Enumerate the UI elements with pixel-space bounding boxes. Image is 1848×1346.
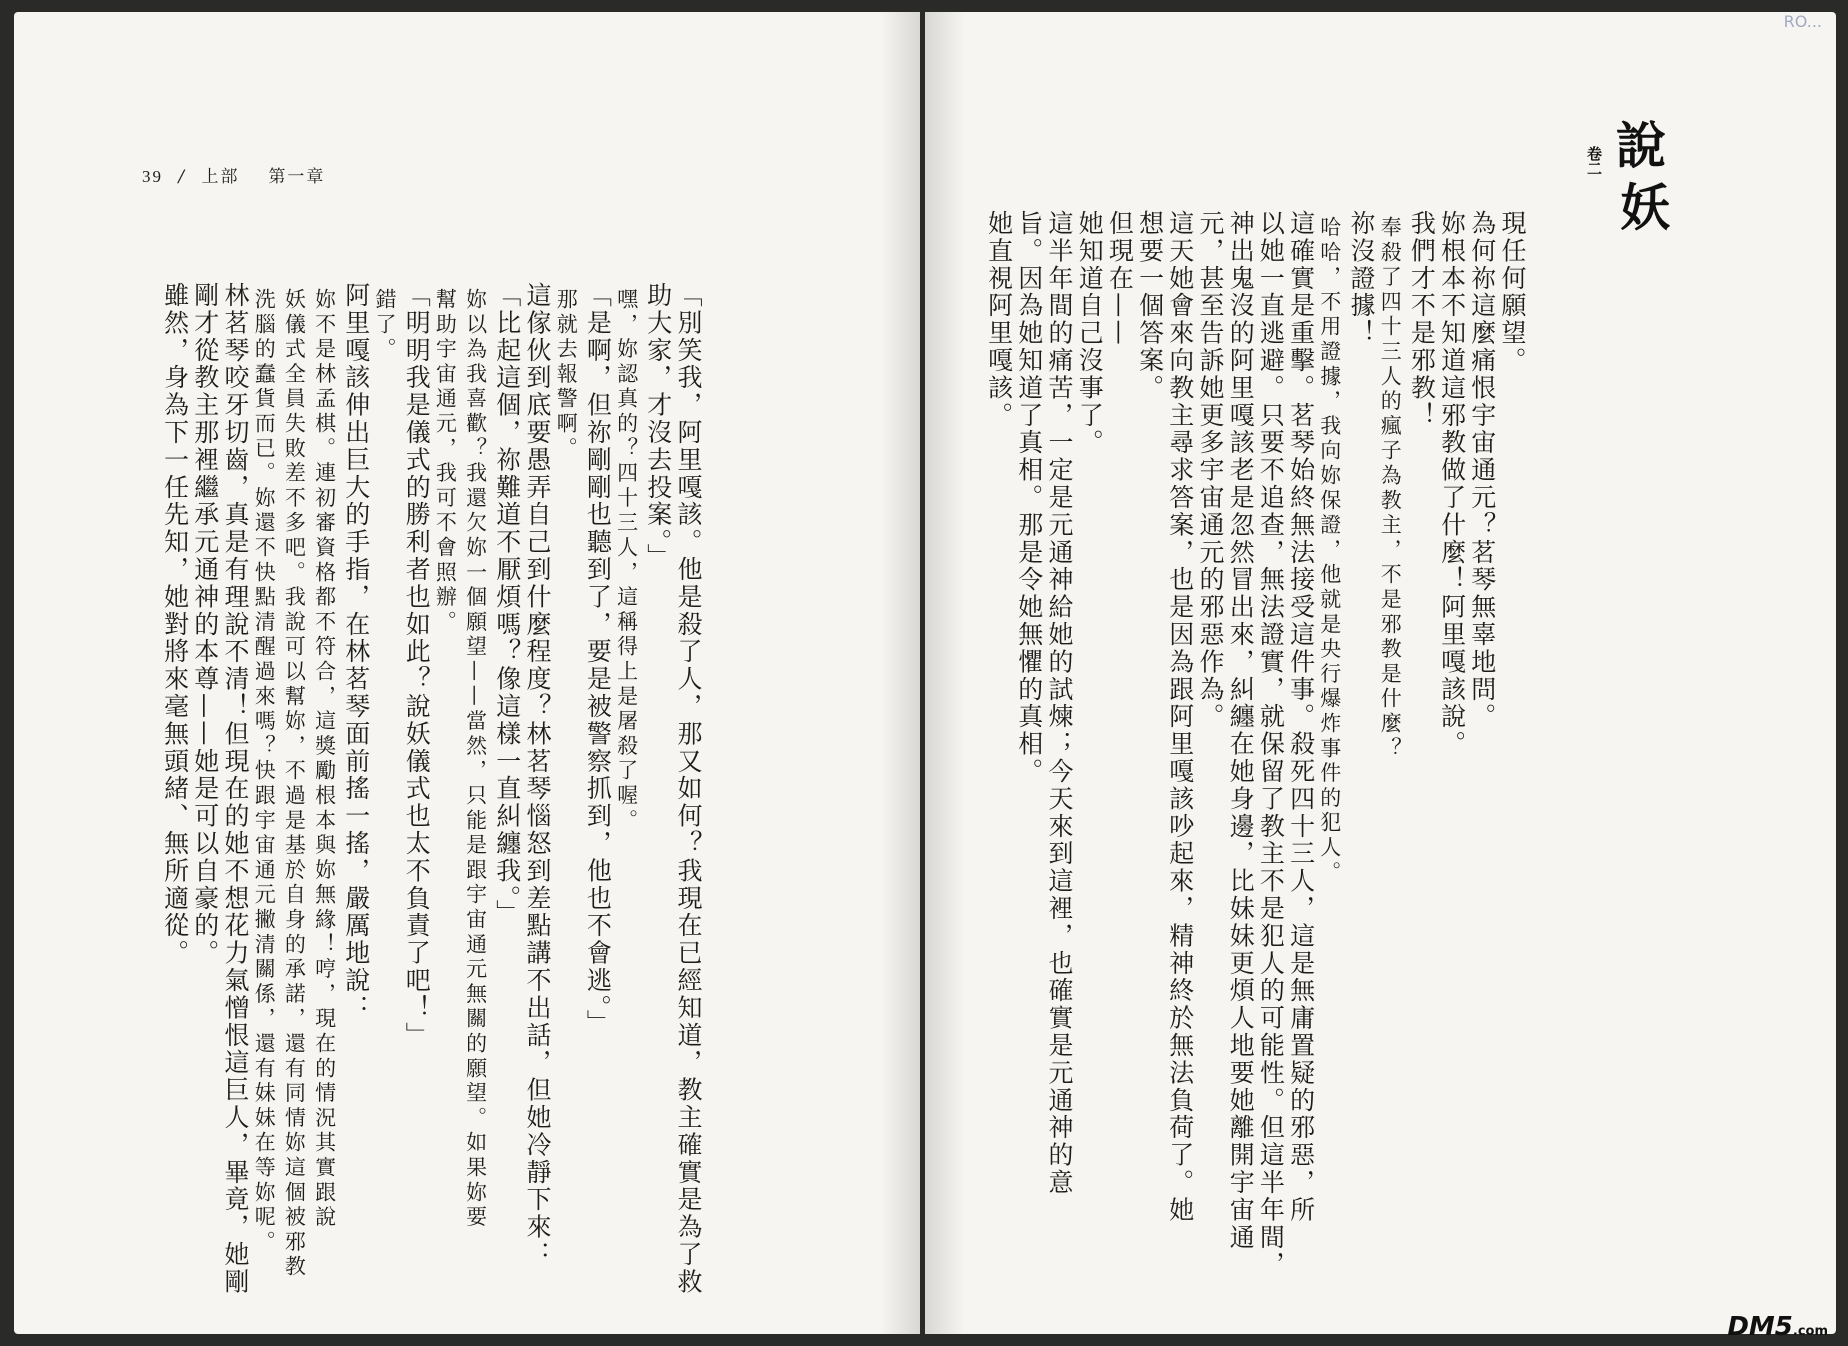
- header-chapter: 第一章: [268, 167, 326, 187]
- watermark-brand: DM5: [1727, 1312, 1793, 1342]
- bleed-through-text: RO...: [1783, 12, 1822, 31]
- text-column: 這傢伙到底要愚弄自己到什麼程度？林茗琴惱怒到差點講不出話，但她冷靜下來：: [523, 282, 552, 1269]
- text-column: 「別笑我，阿里嘎該。他是殺了人，那又如何？我現在已經知道，教主確實是為了救: [674, 282, 703, 1296]
- text-column: 我們才不是邪教！: [1407, 210, 1437, 430]
- text-column: 她直視阿里嘎該。: [984, 210, 1014, 430]
- text-column: 剛才從教主那裡繼承元通神的本尊——她是可以自豪的。: [190, 282, 220, 967]
- gutter-shadow: [925, 12, 965, 1334]
- text-column: 為何祢這麼痛恨宇宙通元？茗琴無辜地問。: [1467, 210, 1497, 731]
- seal-volume: 卷二: [1585, 146, 1603, 176]
- text-column: 妖儀式全員失敗差不多吧。我說可以幫妳，不過是基於自身的承諾，還有同情妳這個被邪教: [282, 288, 307, 1280]
- running-header: [142, 162, 325, 187]
- text-column: 元，甚至告訴她更多宇宙通元的邪惡作為。: [1196, 210, 1225, 731]
- text-column: 哈哈，不用證據，我向妳保證，他就是央行爆炸事件的犯人。: [1317, 216, 1342, 886]
- left-page: [14, 12, 920, 1334]
- text-column: 想要一個答案。: [1135, 210, 1165, 402]
- text-column: 這天她會來向教主尋求答案，也是因為跟阿里嘎該吵起來，精神終於無法負荷了。她: [1165, 210, 1195, 1224]
- seal-character-1: 說: [1616, 116, 1666, 175]
- text-column: 以她一直逃避。只要不追查，無法證實，就保留了教主不是犯人的可能性。但這半年間，: [1256, 210, 1286, 1279]
- right-page: [925, 12, 1836, 1334]
- text-column: 現任何願望。: [1498, 210, 1527, 375]
- site-watermark: [1727, 1312, 1828, 1342]
- text-column: 祢沒證據！: [1347, 210, 1376, 347]
- text-column: 神出鬼沒的阿里嘎該老是忽然冒出來，糾纏在她身邊，比妹妹更煩人地要她離開宇宙通: [1226, 210, 1256, 1252]
- text-column: 洗腦的蠢貨而已。妳還不快點清醒過來嗎？快跟宇宙通元撇清關係，還有妹妹在等妳呢。: [252, 288, 277, 1256]
- text-column: 但現在——: [1105, 210, 1135, 347]
- text-column: 這確實是重擊。茗琴始終無法接受這件事。殺死四十三人，這是無庸置疑的邪惡，所: [1286, 210, 1316, 1224]
- text-column: 雖然，身為下一任先知，她對將來毫無頭緒、無所適從。: [160, 282, 190, 967]
- header-separator: /: [178, 167, 187, 187]
- text-column: 她知道自己沒事了。: [1075, 210, 1105, 457]
- chapter-seal-logo: [1576, 106, 1696, 246]
- text-column: 旨。因為她知道了真相。那是令她無懼的真相。: [1014, 210, 1044, 786]
- text-column: 「比起這個，祢難道不厭煩嗎？像這樣一直糾纏我。」: [492, 282, 522, 928]
- seal-character-2: 妖: [1620, 178, 1670, 237]
- text-column: 幫助宇宙通元，我可不會照辦。: [433, 288, 458, 636]
- text-column: 「明明我是儀式的勝利者也如此？說妖儀式也太不負責了吧！」: [402, 282, 432, 1050]
- text-column: 奉殺了四十三人的瘋子為教主，不是邪教是什麼？: [1378, 216, 1403, 762]
- text-column: 妳根本不知道這邪教做了什麼！阿里嘎該說。: [1437, 210, 1467, 758]
- text-column: 阿里嘎該伸出巨大的手指，在林茗琴面前搖一搖，嚴厲地說：: [341, 282, 371, 1022]
- gutter-shadow: [880, 12, 920, 1334]
- text-column: 林茗琴咬牙切齒，真是有理說不清！但現在的她不想花力氣憎恨這巨人，畢竟，她剛: [221, 282, 250, 1296]
- text-column: 錯了。: [373, 288, 397, 363]
- watermark-domain: .com: [1792, 1324, 1828, 1339]
- text-column: 這半年間的痛苦，一定是元通神給她的試煉；今天來到這裡，也確實是元通神的意: [1045, 210, 1074, 1197]
- text-column: 「是啊，但祢剛剛也聽到了，要是被警察抓到，他也不會逃。」: [583, 282, 613, 1037]
- header-section: 上部: [201, 167, 240, 187]
- text-column: 嘿，妳認真的？四十三人，這稱得上是屠殺了喔。: [614, 288, 639, 834]
- text-column: 助大家，才沒去投案。」: [643, 282, 673, 571]
- text-column: 那就去報警啊。: [554, 288, 579, 462]
- text-column: 妳不是林孟棋。連初審資格都不符合，這獎勵根本與妳無緣！哼，現在的情況其實跟說: [312, 288, 337, 1231]
- page-number: 39: [142, 167, 163, 186]
- text-column: 妳以為我喜歡？我還欠妳一個願望——當然，只能是跟宇宙通元無關的願望。如果妳要: [463, 288, 488, 1231]
